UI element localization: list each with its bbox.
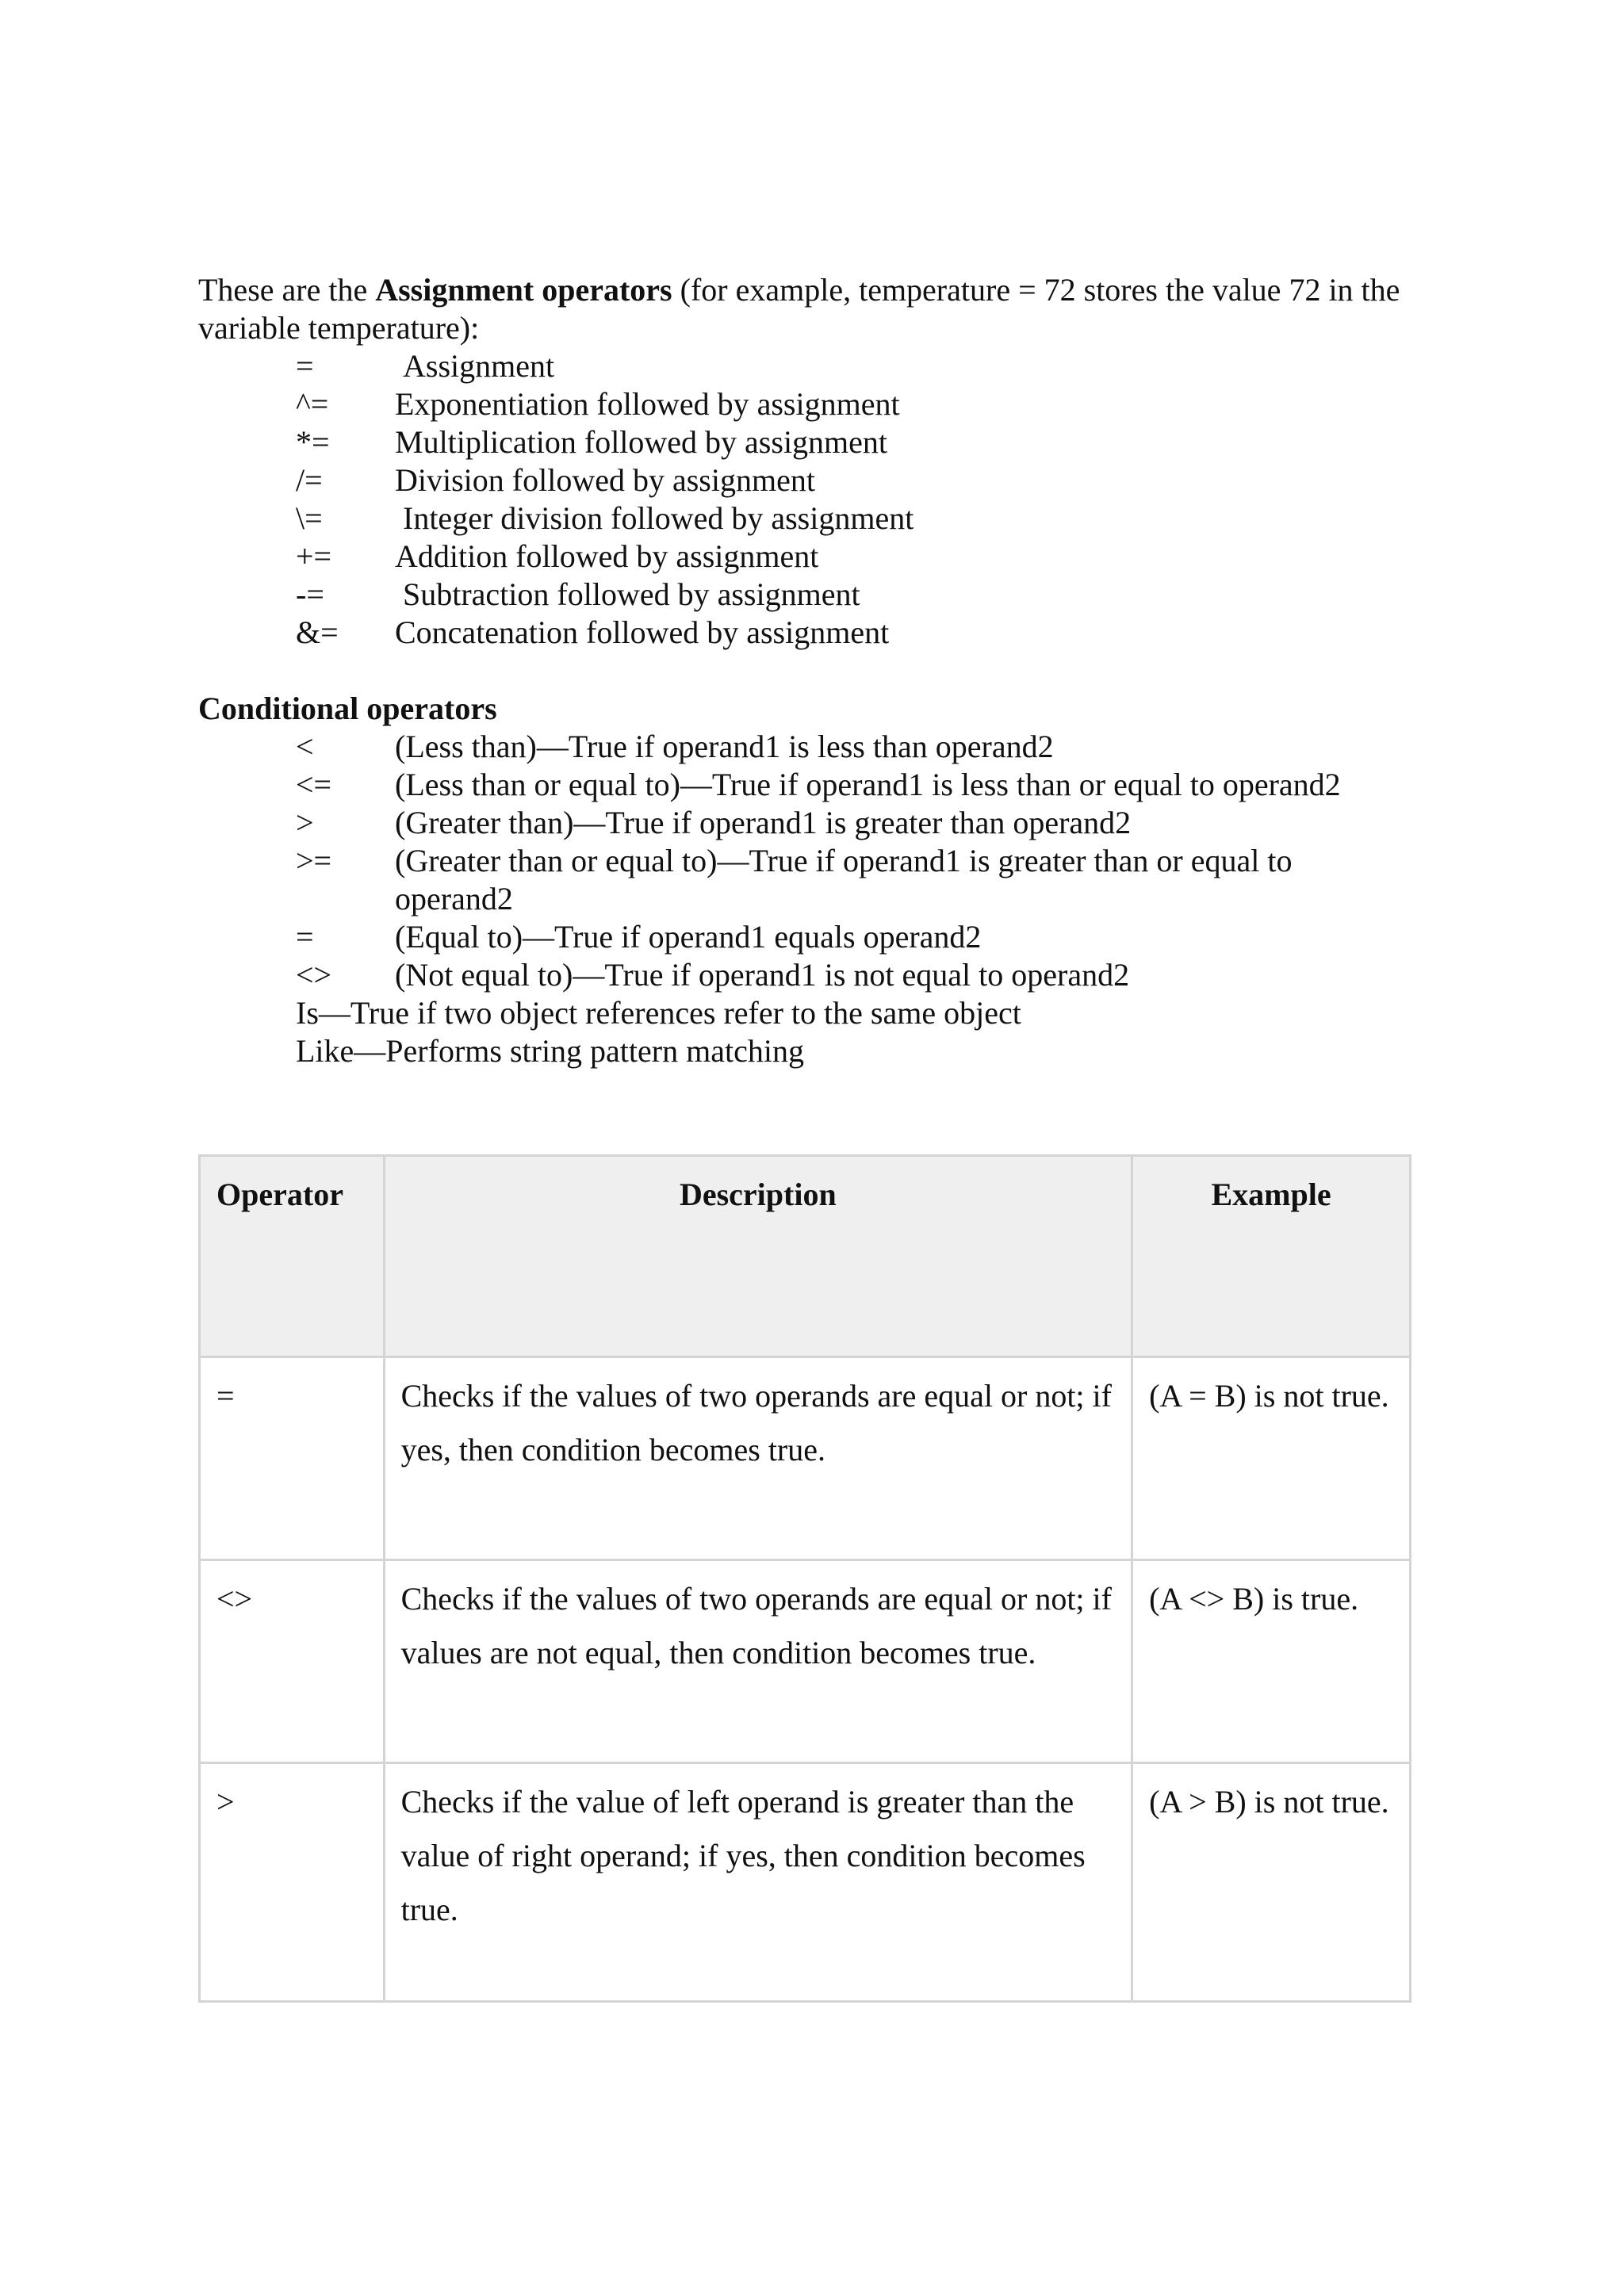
operator-symbol: -= (296, 576, 324, 612)
operator-description: Division followed by assignment (395, 462, 815, 498)
list-item (296, 728, 1505, 766)
operator-symbol: \= (296, 500, 323, 536)
intro-paragraph (198, 271, 1435, 347)
intro-bold-term: Assignment operators (375, 272, 672, 308)
operator-table (198, 1154, 1411, 2003)
operator-description: (Less than or equal to)—True if operand1 is less than or equal to operand2 (395, 767, 1341, 802)
cell-description: Checks if the value of left operand is greater than the value of right operand; if yes, then condition becomes true. (384, 1763, 1132, 2002)
operator-symbol: < (296, 729, 314, 764)
list-item (296, 842, 1505, 918)
operator-description: Assignment (403, 348, 555, 384)
operator-symbol: += (296, 538, 332, 574)
operator-symbol: = (296, 348, 314, 384)
table-row (200, 1357, 1411, 1560)
list-item (296, 385, 1513, 423)
operator-description: Integer division followed by assignment (403, 500, 914, 536)
operator-description: Multiplication followed by assignment (395, 424, 888, 460)
operator-symbol: > (296, 805, 314, 840)
operator-description: Subtraction followed by assignment (403, 576, 860, 612)
cell-operator: > (200, 1763, 385, 2002)
list-item (296, 461, 1513, 499)
operator-symbol: <= (296, 767, 332, 802)
operator-symbol: *= (296, 424, 330, 460)
cell-operator: = (200, 1357, 385, 1560)
header-description: Description (384, 1156, 1132, 1357)
intro-prefix: These are the (198, 272, 376, 308)
operator-description: (Greater than or equal to)—True if operand1 is greater than or equal to operand2 (395, 843, 1293, 916)
list-item (296, 918, 1505, 956)
list-item (296, 766, 1505, 804)
list-item (296, 423, 1513, 461)
list-item (296, 499, 1513, 538)
intro-suffix: (for example, temperature = 72 stores the value 72 in the variable temperature): (198, 272, 1400, 346)
operator-description: Concatenation followed by assignment (395, 614, 890, 650)
header-example: Example (1132, 1156, 1411, 1357)
operator-description: Exponentiation followed by assignment (395, 386, 900, 422)
conditional-operators-heading: Conditional operators (198, 691, 497, 726)
operator-description: (Less than)—True if operand1 is less than operand2 (395, 729, 1054, 764)
operator-symbol: >= (296, 843, 332, 878)
list-item (296, 804, 1505, 842)
list-item (296, 347, 1513, 385)
operator-symbol: = (296, 919, 314, 955)
table-header-row (200, 1156, 1411, 1357)
list-item (296, 538, 1513, 576)
list-item (296, 956, 1505, 994)
operator-symbol: /= (296, 462, 323, 498)
operator-description: (Not equal to)—True if operand1 is not equal to operand2 (395, 957, 1130, 993)
table-row (200, 1763, 1411, 2002)
like-operator-line: Like—Performs string pattern matching (296, 1033, 804, 1069)
is-operator-line: Is—True if two object references refer to the same object (296, 995, 1021, 1031)
cell-example: (A > B) is not true. (1132, 1763, 1411, 2002)
cell-example: (A = B) is not true. (1132, 1357, 1411, 1560)
operator-description: (Equal to)—True if operand1 equals operand2 (395, 919, 982, 955)
header-operator: Operator (200, 1156, 385, 1357)
conditional-operator-list (296, 728, 1505, 1070)
assignment-operator-list (296, 347, 1513, 652)
list-item (296, 576, 1513, 614)
cell-description: Checks if the values of two operands are equal or not; if values are not equal, then condition becomes true. (384, 1560, 1132, 1763)
operator-symbol: <> (296, 957, 332, 993)
table-row (200, 1560, 1411, 1763)
list-item (296, 614, 1513, 652)
cell-example: (A <> B) is true. (1132, 1560, 1411, 1763)
cell-operator: <> (200, 1560, 385, 1763)
operator-description: (Greater than)—True if operand1 is greater than operand2 (395, 805, 1132, 840)
operator-description: Addition followed by assignment (395, 538, 819, 574)
operator-symbol: ^= (296, 386, 329, 422)
operator-symbol: &= (296, 614, 339, 650)
cell-description: Checks if the values of two operands are equal or not; if yes, then condition becomes true. (384, 1357, 1132, 1560)
